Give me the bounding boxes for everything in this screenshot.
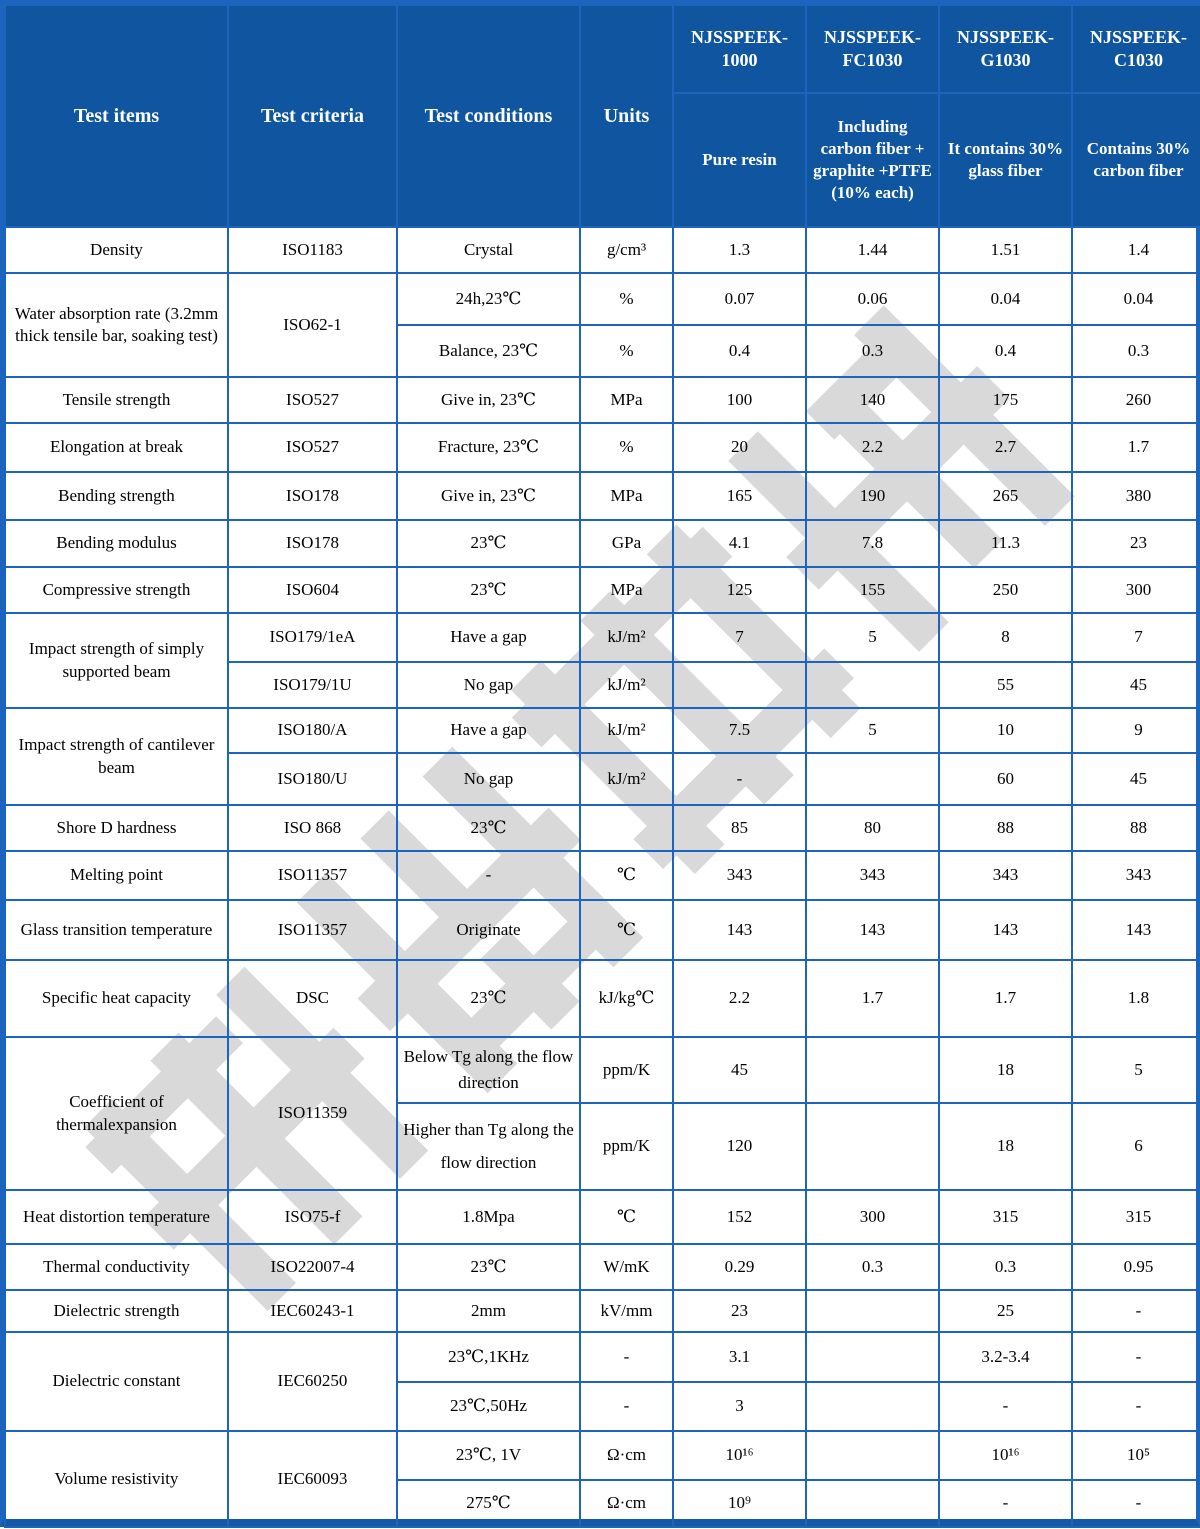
value-cell: [806, 662, 939, 708]
condition-cell: Give in, 23℃: [397, 377, 580, 423]
criteria-cell: IEC60250: [228, 1332, 397, 1431]
value-cell: 0.29: [673, 1244, 806, 1290]
value-cell: -: [939, 1480, 1072, 1527]
value-cell: 0.3: [1072, 325, 1200, 377]
condition-cell: Higher than Tg along the flow direction: [397, 1103, 580, 1190]
value-cell: 10: [939, 708, 1072, 753]
value-cell: 1.7: [1072, 423, 1200, 472]
value-cell: [806, 1290, 939, 1332]
value-cell: [806, 1382, 939, 1431]
criteria-cell: ISO11357: [228, 851, 397, 900]
condition-cell: Crystal: [397, 227, 580, 273]
condition-cell: 2mm: [397, 1290, 580, 1332]
test-item-cell: Heat distortion temperature: [5, 1190, 228, 1244]
criteria-cell: ISO75-f: [228, 1190, 397, 1244]
value-cell: 143: [673, 900, 806, 960]
value-cell: 80: [806, 805, 939, 851]
material-name: NJSSPEEK-C1030: [1072, 5, 1200, 93]
unit-cell: kJ/m²: [580, 708, 673, 753]
table-row: [5, 805, 1200, 851]
table-row: [5, 472, 1200, 520]
value-cell: 1.4: [1072, 227, 1200, 273]
unit-cell: [580, 805, 673, 851]
value-cell: -: [1072, 1382, 1200, 1431]
unit-cell: ppm/K: [580, 1103, 673, 1190]
material-name: NJSSPEEK-G1030: [939, 5, 1072, 93]
condition-cell: 23℃: [397, 960, 580, 1037]
value-cell: 343: [1072, 851, 1200, 900]
criteria-cell: ISO22007-4: [228, 1244, 397, 1290]
value-cell: 55: [939, 662, 1072, 708]
value-cell: 300: [1072, 567, 1200, 613]
criteria-cell: ISO178: [228, 472, 397, 520]
condition-cell: 23℃: [397, 520, 580, 567]
value-cell: 0.4: [673, 325, 806, 377]
value-cell: [673, 662, 806, 708]
unit-cell: -: [580, 1332, 673, 1382]
condition-cell: Give in, 23℃: [397, 472, 580, 520]
value-cell: 155: [806, 567, 939, 613]
value-cell: 23: [1072, 520, 1200, 567]
unit-cell: g/cm³: [580, 227, 673, 273]
value-cell: 88: [1072, 805, 1200, 851]
criteria-cell: ISO527: [228, 423, 397, 472]
material-description: Including carbon fiber + graphite +PTFE (10% each): [806, 93, 939, 227]
value-cell: -: [1072, 1290, 1200, 1332]
value-cell: 0.07: [673, 273, 806, 325]
condition-cell: Have a gap: [397, 708, 580, 753]
table-row: [5, 1332, 1200, 1382]
value-cell: 10¹⁶: [939, 1431, 1072, 1480]
value-cell: 6: [1072, 1103, 1200, 1190]
value-cell: 0.3: [806, 1244, 939, 1290]
test-item-cell: Thermal conductivity: [5, 1244, 228, 1290]
value-cell: -: [673, 753, 806, 805]
unit-cell: Ω·cm: [580, 1480, 673, 1527]
unit-cell: -: [580, 1382, 673, 1431]
value-cell: 20: [673, 423, 806, 472]
criteria-cell: ISO179/1U: [228, 662, 397, 708]
value-cell: 45: [673, 1037, 806, 1103]
value-cell: 315: [939, 1190, 1072, 1244]
value-cell: 18: [939, 1103, 1072, 1190]
value-cell: 1.8: [1072, 960, 1200, 1037]
test-item-cell: Bending modulus: [5, 520, 228, 567]
criteria-cell: ISO180/U: [228, 753, 397, 805]
value-cell: 7.5: [673, 708, 806, 753]
condition-cell: No gap: [397, 662, 580, 708]
unit-cell: kJ/m²: [580, 613, 673, 662]
criteria-cell: DSC: [228, 960, 397, 1037]
condition-cell: Below Tg along the flow direction: [397, 1037, 580, 1103]
value-cell: 100: [673, 377, 806, 423]
value-cell: 0.3: [939, 1244, 1072, 1290]
value-cell: 300: [806, 1190, 939, 1244]
condition-cell: -: [397, 851, 580, 900]
value-cell: 0.04: [939, 273, 1072, 325]
value-cell: 5: [1072, 1037, 1200, 1103]
value-cell: 140: [806, 377, 939, 423]
value-cell: 25: [939, 1290, 1072, 1332]
test-item-cell: Tensile strength: [5, 377, 228, 423]
value-cell: 2.2: [806, 423, 939, 472]
value-cell: 260: [1072, 377, 1200, 423]
value-cell: 23: [673, 1290, 806, 1332]
test-item-cell: Shore D hardness: [5, 805, 228, 851]
unit-cell: %: [580, 325, 673, 377]
test-item-cell: Compressive strength: [5, 567, 228, 613]
unit-cell: W/mK: [580, 1244, 673, 1290]
unit-cell: %: [580, 273, 673, 325]
condition-cell: 23℃: [397, 567, 580, 613]
table-row: [5, 960, 1200, 1037]
table-row: [5, 423, 1200, 472]
header-test-conditions: Test conditions: [397, 5, 580, 227]
table-row: [5, 1244, 1200, 1290]
test-item-cell: Coefficient of thermalexpansion: [5, 1037, 228, 1190]
value-cell: [806, 1103, 939, 1190]
value-cell: 1.44: [806, 227, 939, 273]
value-cell: [806, 753, 939, 805]
unit-cell: ℃: [580, 1190, 673, 1244]
value-cell: 1.7: [939, 960, 1072, 1037]
value-cell: -: [1072, 1480, 1200, 1527]
value-cell: 0.95: [1072, 1244, 1200, 1290]
table-row: [5, 1290, 1200, 1332]
test-item-cell: Bending strength: [5, 472, 228, 520]
criteria-cell: IEC60243-1: [228, 1290, 397, 1332]
value-cell: 343: [806, 851, 939, 900]
value-cell: 120: [673, 1103, 806, 1190]
test-item-cell: Elongation at break: [5, 423, 228, 472]
value-cell: 10¹⁶: [673, 1431, 806, 1480]
value-cell: 0.06: [806, 273, 939, 325]
criteria-cell: ISO178: [228, 520, 397, 567]
table-row: [5, 567, 1200, 613]
value-cell: 45: [1072, 753, 1200, 805]
condition-cell: 23℃, 1V: [397, 1431, 580, 1480]
value-cell: 0.4: [939, 325, 1072, 377]
value-cell: 7.8: [806, 520, 939, 567]
properties-table: [4, 4, 1200, 1528]
unit-cell: MPa: [580, 377, 673, 423]
unit-cell: ppm/K: [580, 1037, 673, 1103]
material-name: NJSSPEEK-1000: [673, 5, 806, 93]
condition-cell: Have a gap: [397, 613, 580, 662]
value-cell: 3.2-3.4: [939, 1332, 1072, 1382]
unit-cell: MPa: [580, 567, 673, 613]
condition-cell: 23℃,50Hz: [397, 1382, 580, 1431]
value-cell: 380: [1072, 472, 1200, 520]
criteria-cell: ISO11357: [228, 900, 397, 960]
value-cell: 1.7: [806, 960, 939, 1037]
unit-cell: kJ/kg℃: [580, 960, 673, 1037]
value-cell: -: [1072, 1332, 1200, 1382]
header-units: Units: [580, 5, 673, 227]
value-cell: 165: [673, 472, 806, 520]
value-cell: 9: [1072, 708, 1200, 753]
header-test-items: Test items: [5, 5, 228, 227]
criteria-cell: ISO180/A: [228, 708, 397, 753]
value-cell: 5: [806, 613, 939, 662]
value-cell: -: [939, 1382, 1072, 1431]
material-description: Pure resin: [673, 93, 806, 227]
value-cell: [806, 1480, 939, 1527]
value-cell: 143: [806, 900, 939, 960]
unit-cell: kV/mm: [580, 1290, 673, 1332]
value-cell: 152: [673, 1190, 806, 1244]
condition-cell: 23℃,1KHz: [397, 1332, 580, 1382]
test-item-cell: Impact strength of cantilever beam: [5, 708, 228, 805]
table-header: [5, 5, 1200, 227]
value-cell: 0.3: [806, 325, 939, 377]
value-cell: 88: [939, 805, 1072, 851]
value-cell: 7: [673, 613, 806, 662]
value-cell: 3.1: [673, 1332, 806, 1382]
value-cell: 8: [939, 613, 1072, 662]
value-cell: 11.3: [939, 520, 1072, 567]
table-row: [5, 273, 1200, 325]
value-cell: 265: [939, 472, 1072, 520]
value-cell: [806, 1332, 939, 1382]
value-cell: 175: [939, 377, 1072, 423]
value-cell: 250: [939, 567, 1072, 613]
table-row: [5, 1431, 1200, 1480]
value-cell: 2.7: [939, 423, 1072, 472]
unit-cell: %: [580, 423, 673, 472]
value-cell: 190: [806, 472, 939, 520]
condition-cell: Fracture, 23℃: [397, 423, 580, 472]
value-cell: 1.51: [939, 227, 1072, 273]
condition-cell: 24h,23℃: [397, 273, 580, 325]
value-cell: 60: [939, 753, 1072, 805]
table-row: [5, 851, 1200, 900]
value-cell: 45: [1072, 662, 1200, 708]
unit-cell: ℃: [580, 900, 673, 960]
test-item-cell: Dielectric constant: [5, 1332, 228, 1431]
table-row: [5, 1037, 1200, 1103]
value-cell: 315: [1072, 1190, 1200, 1244]
test-item-cell: Dielectric strength: [5, 1290, 228, 1332]
table-row: [5, 900, 1200, 960]
condition-cell: 275℃: [397, 1480, 580, 1527]
table-row: [5, 377, 1200, 423]
value-cell: 343: [939, 851, 1072, 900]
value-cell: [806, 1037, 939, 1103]
material-name: NJSSPEEK-FC1030: [806, 5, 939, 93]
test-item-cell: Water absorption rate (3.2mm thick tensile bar, soaking test): [5, 273, 228, 377]
value-cell: 7: [1072, 613, 1200, 662]
table-row: [5, 708, 1200, 753]
table-row: [5, 1190, 1200, 1244]
unit-cell: kJ/m²: [580, 753, 673, 805]
condition-cell: Originate: [397, 900, 580, 960]
criteria-cell: IEC60093: [228, 1431, 397, 1527]
test-item-cell: Density: [5, 227, 228, 273]
unit-cell: MPa: [580, 472, 673, 520]
value-cell: 18: [939, 1037, 1072, 1103]
value-cell: 2.2: [673, 960, 806, 1037]
value-cell: 85: [673, 805, 806, 851]
value-cell: [806, 1431, 939, 1480]
value-cell: 1.3: [673, 227, 806, 273]
condition-cell: 23℃: [397, 1244, 580, 1290]
material-description: It contains 30% glass fiber: [939, 93, 1072, 227]
test-item-cell: Volume resistivity: [5, 1431, 228, 1527]
test-item-cell: Melting point: [5, 851, 228, 900]
condition-cell: Balance, 23℃: [397, 325, 580, 377]
value-cell: 343: [673, 851, 806, 900]
unit-cell: kJ/m²: [580, 662, 673, 708]
test-item-cell: Impact strength of simply supported beam: [5, 613, 228, 708]
value-cell: 4.1: [673, 520, 806, 567]
criteria-cell: ISO604: [228, 567, 397, 613]
criteria-cell: ISO1183: [228, 227, 397, 273]
criteria-cell: ISO 868: [228, 805, 397, 851]
condition-cell: No gap: [397, 753, 580, 805]
header-test-criteria: Test criteria: [228, 5, 397, 227]
unit-cell: GPa: [580, 520, 673, 567]
condition-cell: 23℃: [397, 805, 580, 851]
value-cell: 143: [939, 900, 1072, 960]
condition-cell: 1.8Mpa: [397, 1190, 580, 1244]
material-description: Contains 30% carbon fiber: [1072, 93, 1200, 227]
value-cell: 10⁹: [673, 1480, 806, 1527]
criteria-cell: ISO179/1eA: [228, 613, 397, 662]
value-cell: 0.04: [1072, 273, 1200, 325]
table-row: [5, 520, 1200, 567]
value-cell: 10⁵: [1072, 1431, 1200, 1480]
test-item-cell: Specific heat capacity: [5, 960, 228, 1037]
value-cell: 125: [673, 567, 806, 613]
value-cell: 5: [806, 708, 939, 753]
table-row: [5, 227, 1200, 273]
table-body: [5, 227, 1200, 1527]
criteria-cell: ISO527: [228, 377, 397, 423]
unit-cell: Ω·cm: [580, 1431, 673, 1480]
unit-cell: ℃: [580, 851, 673, 900]
test-item-cell: Glass transition temperature: [5, 900, 228, 960]
value-cell: 143: [1072, 900, 1200, 960]
criteria-cell: ISO62-1: [228, 273, 397, 377]
table-row: [5, 613, 1200, 662]
criteria-cell: ISO11359: [228, 1037, 397, 1190]
value-cell: 3: [673, 1382, 806, 1431]
